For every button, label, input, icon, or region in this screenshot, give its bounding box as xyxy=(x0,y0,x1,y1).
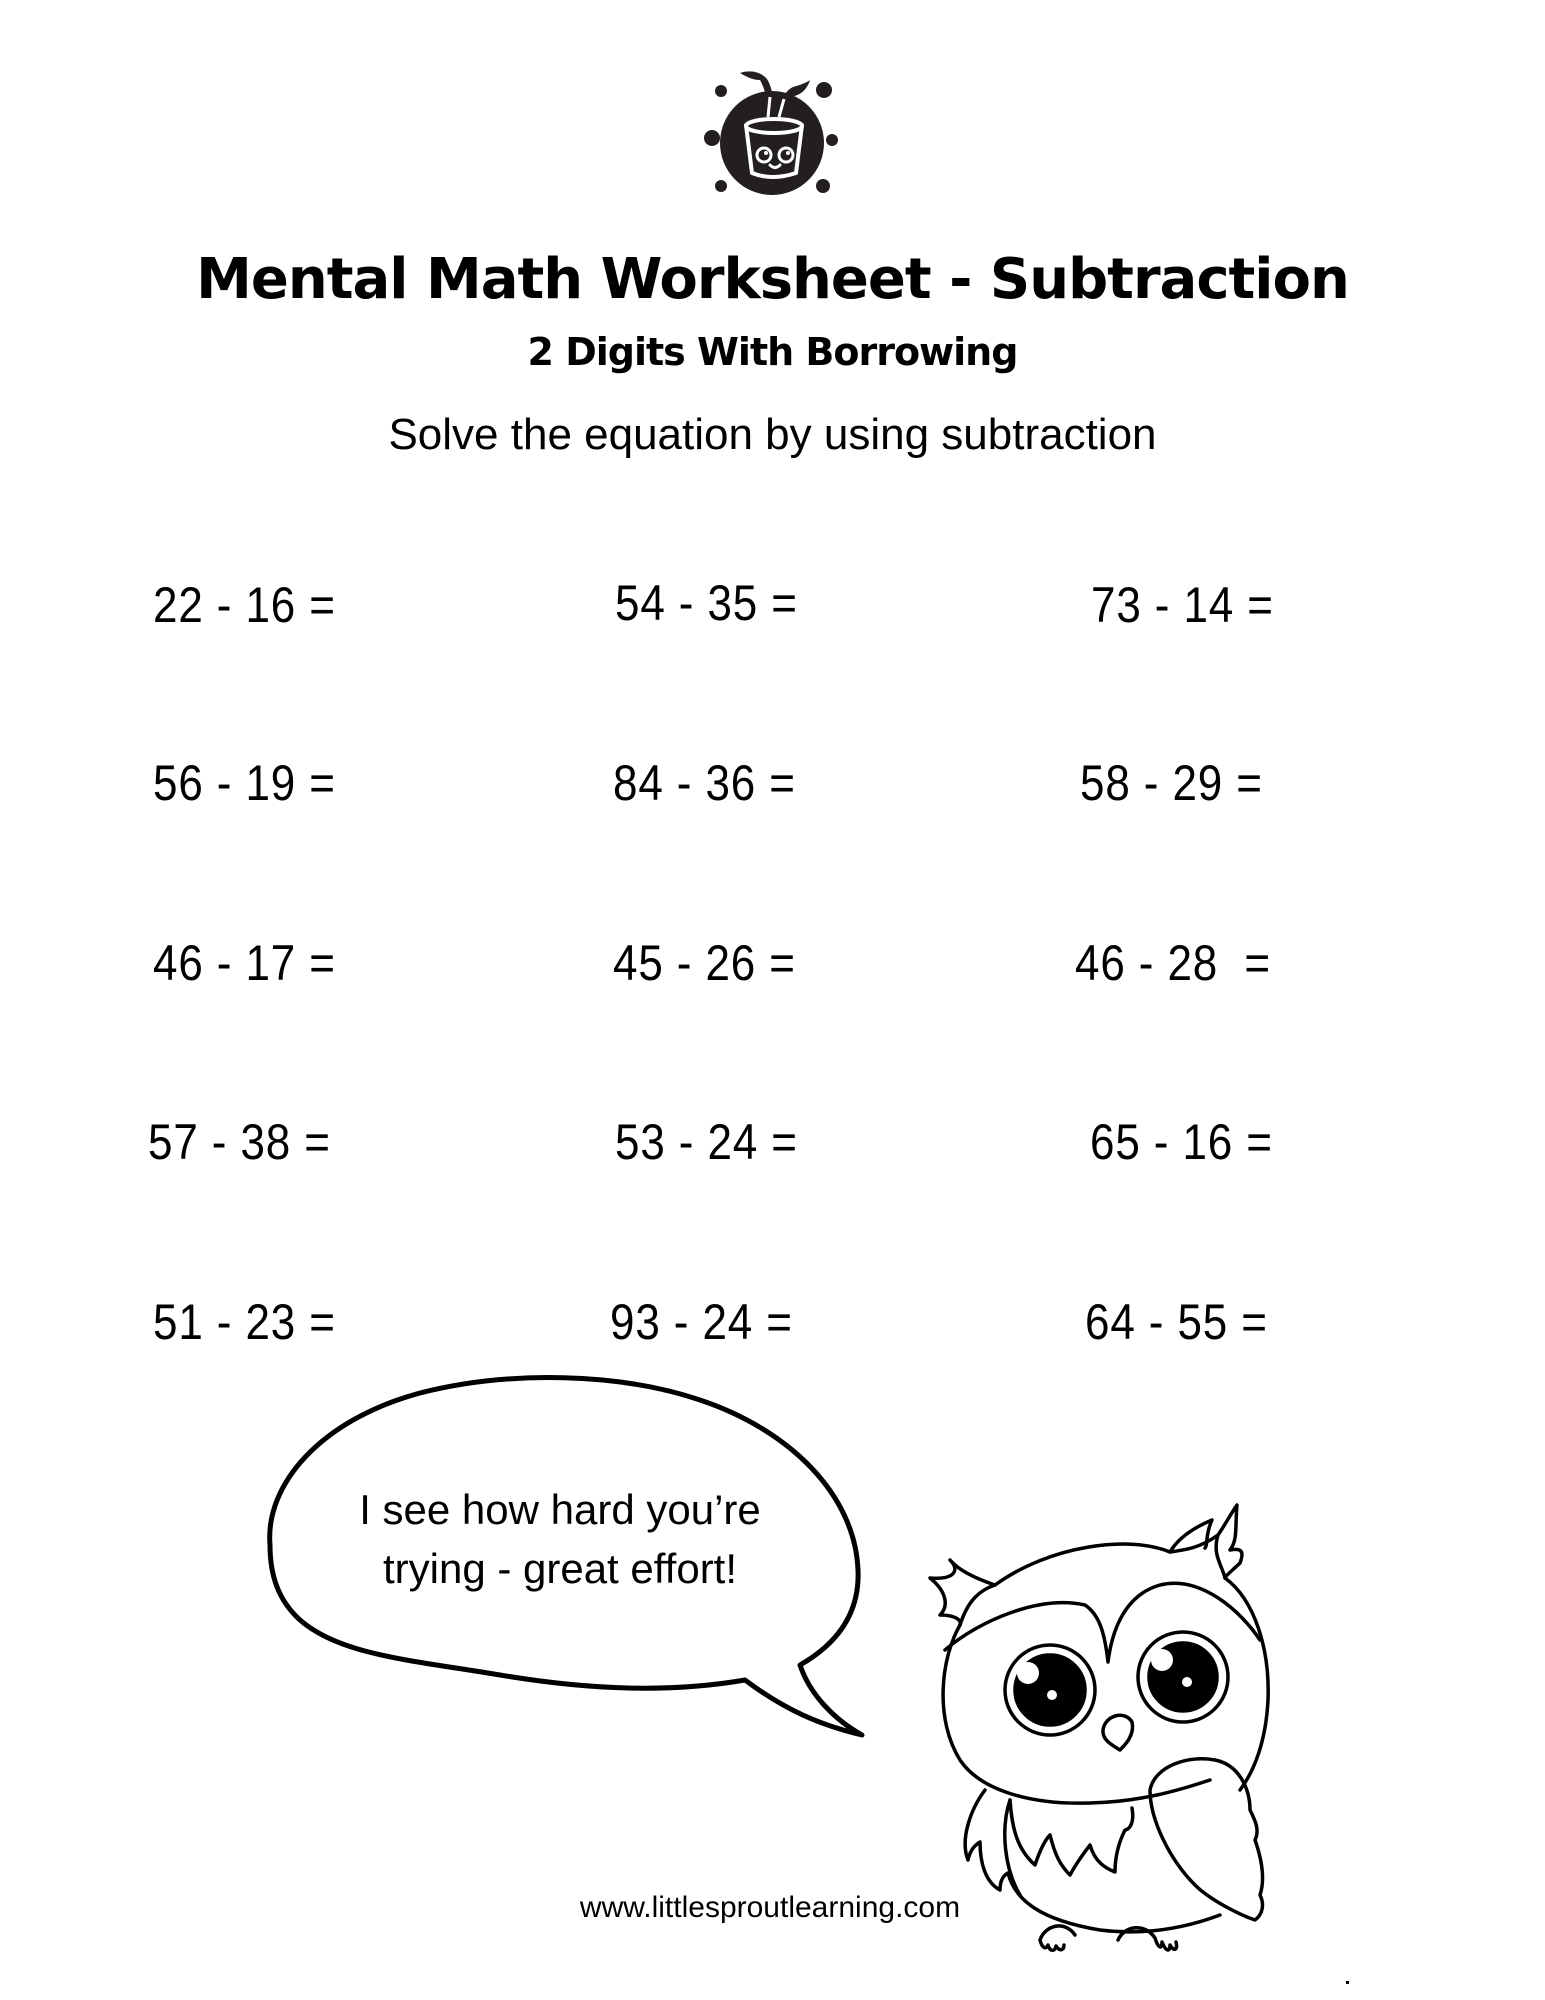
problem-r3-c2: 45 - 26 = xyxy=(613,935,796,991)
problem-r5-c1: 51 - 23 = xyxy=(153,1294,336,1350)
problem-r5-c3: 64 - 55 = xyxy=(1085,1294,1268,1350)
problem-r5-c2: 93 - 24 = xyxy=(610,1294,793,1350)
speech-bubble-line-1: I see how hard you’re xyxy=(359,1486,761,1533)
stray-mark xyxy=(1346,1981,1349,1984)
footer-website-link[interactable]: www.littlesproutlearning.com xyxy=(579,1891,961,1924)
problem-r4-c1: 57 - 38 = xyxy=(148,1114,331,1170)
problem-r2-c2: 84 - 36 = xyxy=(613,755,796,811)
problem-r4-c3: 65 - 16 = xyxy=(1090,1114,1273,1170)
worksheet-subtitle: 2 Digits With Borrowing xyxy=(527,330,1018,374)
problem-r2-c3: 58 - 29 = xyxy=(1080,755,1263,811)
problem-r1-c3: 73 - 14 = xyxy=(1091,577,1274,633)
problem-r1-c2: 54 - 35 = xyxy=(615,575,798,631)
speech-bubble-text xyxy=(260,1480,860,1598)
instructions-text: Solve the equation by using subtraction xyxy=(388,410,1157,459)
problem-r3-c1: 46 - 17 = xyxy=(153,935,336,991)
worksheet-title: Mental Math Worksheet - Subtraction xyxy=(196,247,1349,312)
problem-r4-c2: 53 - 24 = xyxy=(615,1114,798,1170)
speech-bubble-line-2: trying - great effort! xyxy=(382,1545,738,1592)
problem-r2-c1: 56 - 19 = xyxy=(153,755,336,811)
problem-r3-c3: 46 - 28 = xyxy=(1075,935,1271,991)
sprout-pot-logo-icon xyxy=(690,55,855,195)
problem-r1-c1: 22 - 16 = xyxy=(153,577,336,633)
